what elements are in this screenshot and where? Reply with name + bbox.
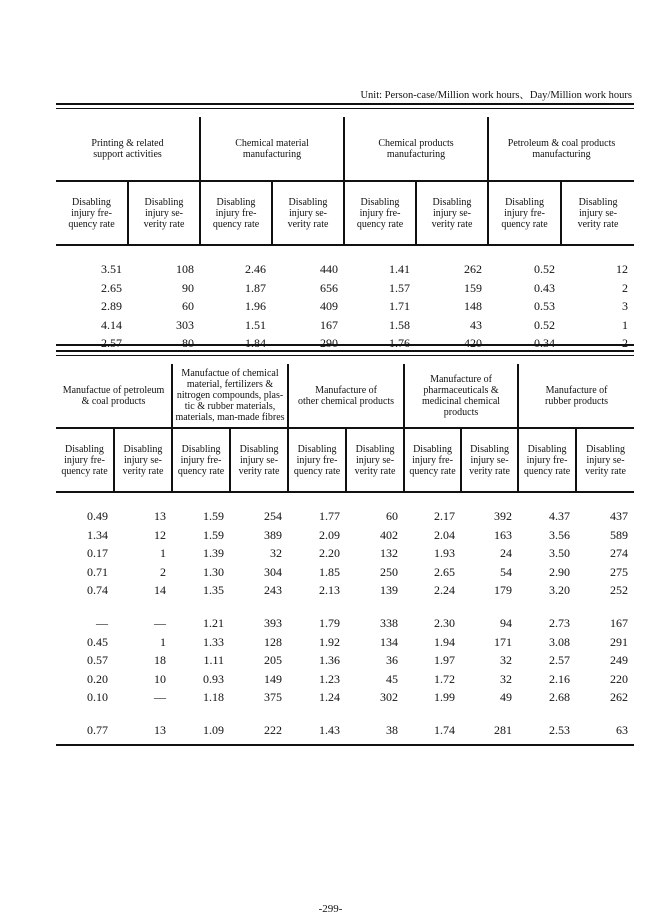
severity-rate-label: Disabling injury se- verity rate (238, 443, 280, 477)
table-row (56, 721, 634, 740)
table-cell: 1.59 (203, 527, 225, 542)
table-cell: 171 (494, 634, 513, 649)
table-cell: 389 (264, 527, 283, 542)
table-cell: 14 (154, 583, 167, 598)
table-cell: 1.35 (203, 583, 225, 598)
table-row (56, 526, 634, 545)
table-cell: 1.87 (245, 280, 266, 295)
table-cell: 54 (500, 564, 513, 579)
frequency-rate-label: Disabling injury fre- quency rate (501, 196, 548, 230)
table-cell: 32 (500, 671, 513, 686)
table-cell: 0.52 (534, 262, 556, 276)
table1-group-label: Chemical products manufacturing (378, 137, 454, 160)
table-cell: 60 (386, 509, 399, 523)
table-cell: 1.51 (245, 317, 266, 332)
table-row (56, 614, 634, 633)
table-cell: 32 (500, 653, 513, 668)
table-cell: 134 (380, 634, 399, 649)
table2-body (56, 492, 634, 740)
spacer-cell (56, 600, 634, 614)
severity-rate-header (576, 428, 634, 492)
table-cell: 1.71 (389, 299, 410, 314)
table-cell: 1.11 (203, 653, 225, 668)
table-cell: 1.33 (203, 634, 225, 649)
table-cell: 274 (610, 546, 629, 561)
table-cell: 2.68 (549, 690, 571, 705)
table2-group-label: Manufacture of pharmaceuticals & medicinal chemical products (422, 373, 501, 418)
table-cell: 36 (386, 653, 399, 668)
table2-bottom-rule (56, 744, 634, 746)
table-cell: 262 (610, 690, 629, 705)
table-cell: 2.57 (549, 653, 571, 668)
table-cell: 0.57 (87, 653, 108, 668)
table-cell: 148 (464, 299, 483, 314)
table-cell: 243 (264, 583, 283, 598)
table1-body (56, 245, 634, 353)
frequency-rate-header (200, 181, 272, 245)
table-cell: 13 (154, 722, 167, 737)
table-cell: 3.51 (101, 262, 122, 276)
table-cell: 90 (182, 280, 194, 295)
table-cell: 0.20 (87, 671, 108, 686)
table-cell: 249 (610, 653, 629, 668)
table-cell: 1.58 (389, 317, 410, 332)
table-cell: 375 (264, 690, 283, 705)
table2-group-header (172, 364, 288, 428)
table-cell: 1.96 (245, 299, 266, 314)
table-cell: 2.65 (101, 280, 122, 295)
table-cell: 167 (320, 317, 338, 332)
severity-rate-label: Disabling injury se- verity rate (287, 196, 329, 230)
table-cell: 1.77 (319, 509, 341, 523)
table-cell: 1.30 (203, 564, 225, 579)
page-number: -299- (318, 903, 343, 915)
table-cell: 0.53 (534, 299, 556, 314)
table-row (56, 507, 634, 526)
table2-group-label: Manufacture of other chemical products (297, 384, 395, 407)
table-cell: 1.23 (319, 671, 341, 686)
table-cell: 1 (160, 634, 167, 649)
table-row (56, 279, 634, 298)
table-cell: 43 (470, 317, 483, 332)
table-cell: 1.99 (434, 690, 456, 705)
table-cell: 10 (154, 671, 167, 686)
table-cell: 1.93 (434, 546, 456, 561)
table-cell: 0.77 (87, 722, 108, 737)
severity-rate-header (128, 181, 200, 245)
frequency-rate-label: Disabling injury fre- quency rate (409, 443, 456, 477)
table-cell: 3.08 (549, 634, 571, 649)
table-cell: 32 (270, 546, 283, 561)
table-row (56, 581, 634, 600)
table1-top-rule-2 (56, 108, 634, 109)
table-cell: 0.71 (87, 564, 108, 579)
table-cell: 2 (160, 564, 167, 579)
table-cell: 2.89 (101, 299, 122, 314)
table-cell: 1.57 (389, 280, 410, 295)
table-cell: 393 (264, 615, 283, 630)
severity-rate-label: Disabling injury se- verity rate (431, 196, 473, 230)
table-cell: 13 (154, 509, 167, 523)
table-cell: 392 (494, 509, 513, 523)
table-cell: 1.74 (434, 722, 456, 737)
table2 (56, 364, 634, 740)
table-cell: 304 (264, 564, 283, 579)
table-cell: 3.20 (549, 583, 571, 598)
table2-group-label: Manufactue of petroleum & coal products (62, 384, 165, 407)
table1-bottom-rule (56, 344, 634, 346)
table-cell: 45 (386, 671, 399, 686)
table-cell: 440 (320, 262, 338, 276)
frequency-rate-label: Disabling injury fre- quency rate (212, 196, 260, 230)
table-cell: 1.59 (203, 509, 225, 523)
table-cell: 3 (622, 299, 629, 314)
table-cell: 163 (494, 527, 513, 542)
spacer-row (56, 492, 634, 507)
frequency-rate-header (172, 428, 230, 492)
table-cell: 0.49 (87, 509, 108, 523)
spacer-cell (56, 245, 634, 260)
table-cell: 167 (610, 615, 629, 630)
table-row (56, 688, 634, 707)
table-row (56, 544, 634, 563)
frequency-rate-header (518, 428, 576, 492)
table-cell: 0.10 (87, 690, 108, 705)
table2-top-rule (56, 350, 634, 352)
table-cell: 1.21 (203, 615, 225, 630)
table2-group-header (404, 364, 518, 428)
severity-rate-header (461, 428, 518, 492)
table1-group-label: Chemical material manufacturing (235, 137, 309, 160)
frequency-rate-label: Disabling injury fre- quency rate (177, 443, 225, 477)
table-cell: 2.73 (549, 615, 571, 630)
table-cell: 275 (610, 564, 629, 579)
table1-group-label: Petroleum & coal products manufacturing (507, 137, 616, 160)
table-cell: 12 (616, 262, 629, 276)
table-cell: 262 (464, 262, 483, 276)
table-cell: 1.97 (434, 653, 456, 668)
severity-rate-header (561, 181, 634, 245)
frequency-rate-label: Disabling injury fre- quency rate (523, 443, 571, 477)
table-cell: 222 (264, 722, 283, 737)
table-cell: 60 (182, 299, 194, 314)
table2-group-header (56, 364, 172, 428)
table-cell: 338 (380, 615, 399, 630)
frequency-rate-label: Disabling injury fre- quency rate (61, 443, 108, 477)
table-cell: 63 (616, 722, 629, 737)
severity-rate-header (346, 428, 404, 492)
table-cell: 409 (320, 299, 338, 314)
table-cell: 3.56 (549, 527, 571, 542)
frequency-rate-header (56, 428, 114, 492)
spacer-row (56, 600, 634, 614)
table-cell: 1.94 (434, 634, 456, 649)
table-cell: 2.09 (319, 527, 341, 542)
table-cell: 2 (622, 280, 629, 295)
table-row (56, 670, 634, 689)
table1 (56, 117, 634, 353)
severity-rate-label: Disabling injury se- verity rate (122, 443, 164, 477)
table-cell: 281 (494, 722, 513, 737)
table-cell: 1.43 (319, 722, 341, 737)
table-row (56, 260, 634, 279)
table-cell: 3.50 (549, 546, 571, 561)
table-cell: 1.24 (319, 690, 341, 705)
table-cell: 179 (494, 583, 513, 598)
table-cell: 1.85 (319, 564, 341, 579)
severity-rate-label: Disabling injury se- verity rate (585, 443, 626, 477)
table-cell: 49 (500, 690, 513, 705)
severity-rate-label: Disabling injury se- verity rate (354, 443, 396, 477)
table-cell: 159 (464, 280, 483, 295)
table-cell: 2.20 (319, 546, 341, 561)
table-row (56, 633, 634, 652)
table-cell: 2.16 (549, 671, 571, 686)
table2-top-rule-2 (56, 355, 634, 356)
table-cell: 2.04 (434, 527, 456, 542)
table-cell: 0.74 (87, 583, 108, 598)
frequency-rate-header (344, 181, 416, 245)
table-cell: 1.41 (389, 262, 410, 276)
table-cell: 0.17 (87, 546, 108, 561)
spacer-cell (56, 492, 634, 507)
table-cell: 2.65 (434, 564, 456, 579)
table-cell: 250 (380, 564, 399, 579)
table-cell: 4.37 (549, 509, 571, 523)
table-cell: 302 (380, 690, 399, 705)
table-cell: 12 (154, 527, 167, 542)
table-cell: 2.46 (245, 262, 266, 276)
severity-rate-label: Disabling injury se- verity rate (469, 443, 510, 477)
table-cell: 205 (264, 653, 283, 668)
table-row (56, 297, 634, 316)
table-cell: 24 (500, 546, 513, 561)
table2-group-header (288, 364, 404, 428)
table-cell: 589 (610, 527, 629, 542)
table-cell: 1.34 (87, 527, 108, 542)
table-cell: 254 (264, 509, 283, 523)
table-cell: 1.72 (434, 671, 456, 686)
severity-rate-header (230, 428, 288, 492)
spacer-row (56, 245, 634, 260)
table1-top-rule (56, 103, 634, 105)
table-cell: 2.13 (319, 583, 341, 598)
table-cell: 303 (176, 317, 194, 332)
table-cell: 1.92 (319, 634, 341, 649)
unit-note: Unit: Person-case/Million work hours、Day/Million work hours (360, 90, 632, 101)
table-cell: 38 (386, 722, 399, 737)
table-cell: 2.90 (549, 564, 571, 579)
frequency-rate-header (288, 428, 346, 492)
spacer-cell (56, 707, 634, 721)
severity-rate-header (272, 181, 344, 245)
table-cell: 402 (380, 527, 399, 542)
frequency-rate-header (488, 181, 561, 245)
table-cell: 0.45 (87, 634, 108, 649)
table-cell: 1.79 (319, 615, 341, 630)
table-cell: 132 (380, 546, 399, 561)
table-cell: 291 (610, 634, 629, 649)
frequency-rate-label: Disabling injury fre- quency rate (356, 196, 404, 230)
spacer-row (56, 707, 634, 721)
table-cell: 4.14 (101, 317, 122, 332)
table-row (56, 563, 634, 582)
severity-rate-label: Disabling injury se- verity rate (143, 196, 185, 230)
table-cell: 0.93 (203, 671, 225, 686)
table-cell: 656 (320, 280, 338, 295)
table-cell: 2.24 (434, 583, 456, 598)
frequency-rate-label: Disabling injury fre- quency rate (68, 196, 115, 230)
table1-group-header (200, 117, 344, 181)
table2-group-header (518, 364, 634, 428)
frequency-rate-header (404, 428, 461, 492)
table-cell: — (154, 690, 167, 705)
table2-group-label: Manufacture of rubber products (545, 384, 609, 407)
table-cell: 1 (160, 546, 167, 561)
table-cell: 1.18 (203, 690, 225, 705)
severity-rate-header (416, 181, 488, 245)
table-cell: 149 (264, 671, 283, 686)
table-cell: 94 (500, 615, 513, 630)
severity-rate-label: Disabling injury se- verity rate (577, 196, 619, 230)
table-cell: 0.52 (534, 317, 556, 332)
table-cell: — (154, 615, 167, 630)
table-cell: 0.43 (534, 280, 556, 295)
table-cell: 1.39 (203, 546, 225, 561)
table1-group-label: Printing & related support activities (91, 137, 164, 160)
severity-rate-header (114, 428, 172, 492)
table-cell: 108 (176, 262, 194, 276)
table-cell: 1 (622, 317, 629, 332)
table-cell: 2.53 (549, 722, 571, 737)
table-cell: 128 (264, 634, 283, 649)
table1-group-header (56, 117, 200, 181)
table-row (56, 316, 634, 335)
table-cell: 139 (380, 583, 399, 598)
frequency-rate-header (56, 181, 128, 245)
table-cell: 252 (610, 583, 629, 598)
table-row (56, 651, 634, 670)
table1-group-header (488, 117, 634, 181)
table-cell: 1.09 (203, 722, 225, 737)
frequency-rate-label: Disabling injury fre- quency rate (293, 443, 341, 477)
table-cell: 2.17 (434, 509, 456, 523)
table-cell: 437 (610, 509, 629, 523)
table-cell: 220 (610, 671, 629, 686)
table2-group-label: Manufactue of chemical material, fertilizers & nitrogen compounds, plas- tic & rubber materials, materials, man-made fibres (175, 368, 285, 423)
table-cell: — (96, 615, 108, 630)
table-cell: 2.30 (434, 615, 456, 630)
table1-group-header (344, 117, 488, 181)
table-cell: 18 (154, 653, 167, 668)
table-cell: 1.36 (319, 653, 341, 668)
